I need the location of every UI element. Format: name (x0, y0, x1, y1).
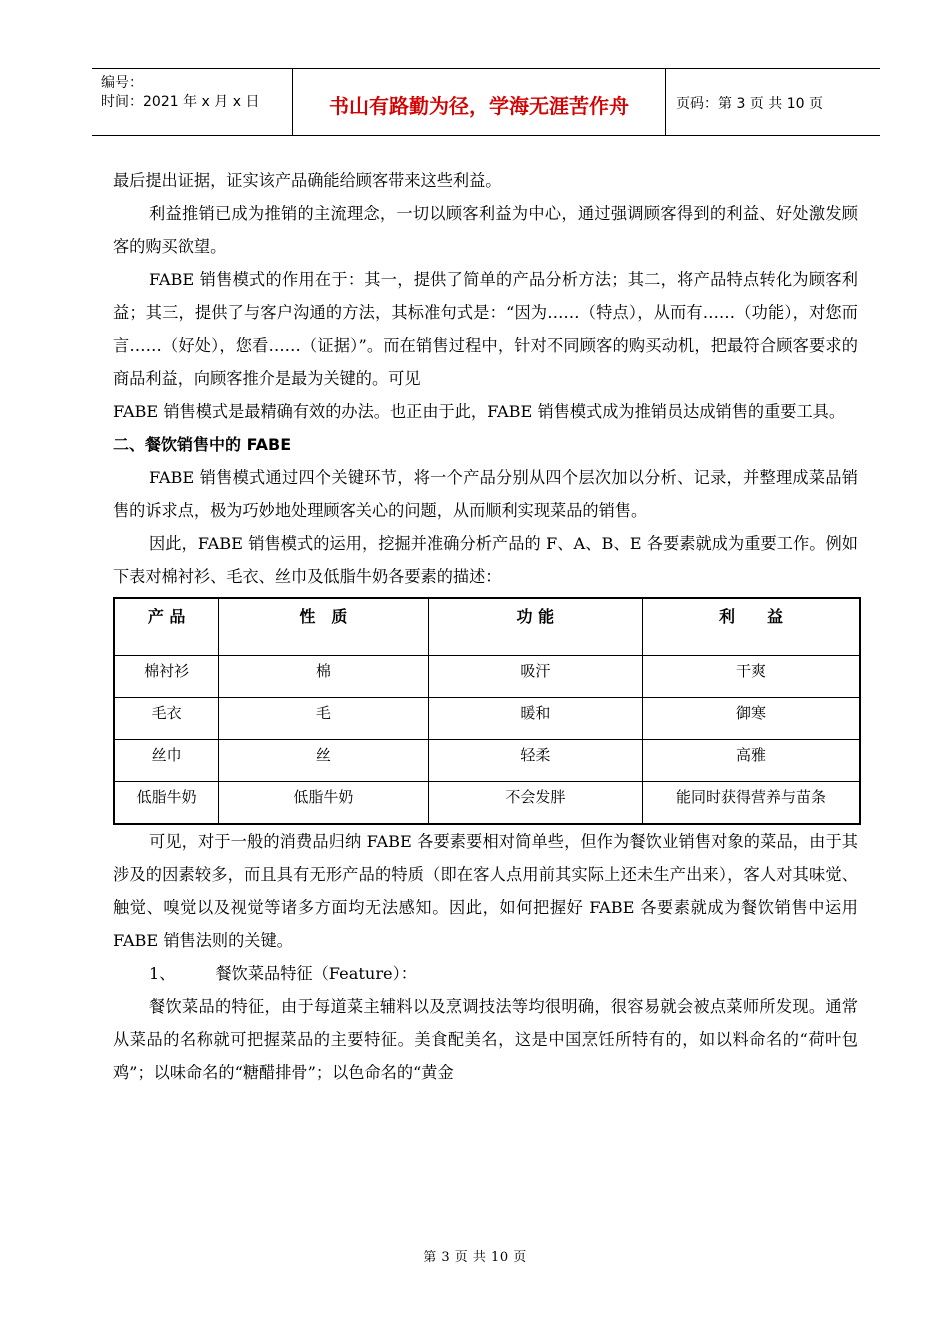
page-footer: 第 3 页 共 10 页 (423, 1250, 527, 1265)
table-row (114, 698, 860, 740)
table-cell: 毛 (219, 698, 428, 740)
table-header-cell: 功 能 (428, 598, 642, 656)
table-cell: 暖和 (428, 698, 642, 740)
table-cell: 棉 (219, 656, 428, 698)
header-page-number: 页码：第 3 页 共 10 页 (676, 96, 823, 112)
header-page-cell (666, 69, 880, 135)
list-item-text: 餐饮菜品特征（Feature）： (215, 964, 417, 983)
paragraph: FABE 销售模式是最精确有效的办法。也正由于此，FABE 销售模式成为推销员达成销售的重要工具。 (113, 402, 846, 421)
table-cell: 棉衬衫 (114, 656, 219, 698)
doc-time-label: 时间：2021 年 x 月 x 日 (101, 94, 260, 110)
table-row (114, 656, 860, 698)
header-motto: 书山有路勤为径，学海无涯苦作舟 (329, 94, 629, 118)
header-motto-cell (293, 69, 666, 135)
section-heading: 二、餐饮销售中的 FABE (113, 435, 292, 454)
table-row (114, 782, 860, 825)
table-cell: 干爽 (643, 656, 860, 698)
paragraph: 利益推销已成为推销的主流理念，一切以顾客利益为中心，通过强调顾客得到的利益、好处激发顾客的购买欲望。 (113, 204, 858, 256)
paragraph: 餐饮菜品的特征，由于每道菜主辅料以及烹调技法等均很明确，很容易就会被点菜师所发现。通常从菜品的名称就可把握菜品的主要特征。美食配美名，这是中国烹饪所特有的，如以料命名的“荷叶包鸡”；以味命名的“糖醋排骨”；以色命名的“黄金 (113, 997, 858, 1082)
table-header-cell: 性 质 (219, 598, 428, 656)
table-cell: 丝巾 (114, 740, 219, 782)
paragraph: 最后提出证据，证实该产品确能给顾客带来这些利益。 (113, 171, 502, 190)
table-cell: 不会发胖 (428, 782, 642, 825)
page-header (92, 68, 880, 136)
table-cell: 毛衣 (114, 698, 219, 740)
paragraph: FABE 销售模式的作用在于：其一，提供了简单的产品分析方法；其二，将产品特点转化为顾客利益；其三，提供了与客户沟通的方法，其标准句式是：“因为……（特点），从而有……（功能），对您而言……（好处），您看……（证据）”。而在销售过程中，针对不同顾客的购买动机，把最符合顾客要求的商品利益，向顾客推介是最为关键的。可见 (113, 270, 858, 388)
header-meta-cell (92, 69, 293, 135)
paragraph: 因此，FABE 销售模式的运用，挖掘并准确分析产品的 F、A、B、E 各要素就成为重要工作。例如下表对棉衬衫、毛衣、丝巾及低脂牛奶各要素的描述： (113, 534, 858, 586)
list-item-number: 1、 (149, 964, 176, 983)
table-cell: 轻柔 (428, 740, 642, 782)
table-cell: 低脂牛奶 (219, 782, 428, 825)
table-cell: 能同时获得营养与苗条 (643, 782, 860, 825)
table-cell: 御寒 (643, 698, 860, 740)
table-cell: 高雅 (643, 740, 860, 782)
table-cell: 低脂牛奶 (114, 782, 219, 825)
document-body (113, 164, 858, 1089)
table-cell: 吸汗 (428, 656, 642, 698)
table-cell: 丝 (219, 740, 428, 782)
fabe-table (113, 597, 861, 825)
table-header-cell: 利 益 (643, 598, 860, 656)
list-item (113, 957, 858, 990)
table-header-row (114, 598, 860, 656)
doc-number-label: 编号： (101, 75, 143, 91)
table-row (114, 740, 860, 782)
paragraph: FABE 销售模式通过四个关键环节，将一个产品分别从四个层次加以分析、记录，并整理成菜品销售的诉求点，极为巧妙地处理顾客关心的问题，从而顺利实现菜品的销售。 (113, 468, 858, 520)
table-header-cell: 产 品 (114, 598, 219, 656)
paragraph: 可见，对于一般的消费品归纳 FABE 各要素要相对简单些，但作为餐饮业销售对象的菜品，由于其涉及的因素较多，而且具有无形产品的特质（即在客人点用前其实际上还未生产出来），客人对其味觉、触觉、嗅觉以及视觉等诸多方面均无法感知。因此，如何把握好 FABE 各要素就成为餐饮销售中运用 FABE 销售法则的关键。 (113, 832, 858, 950)
